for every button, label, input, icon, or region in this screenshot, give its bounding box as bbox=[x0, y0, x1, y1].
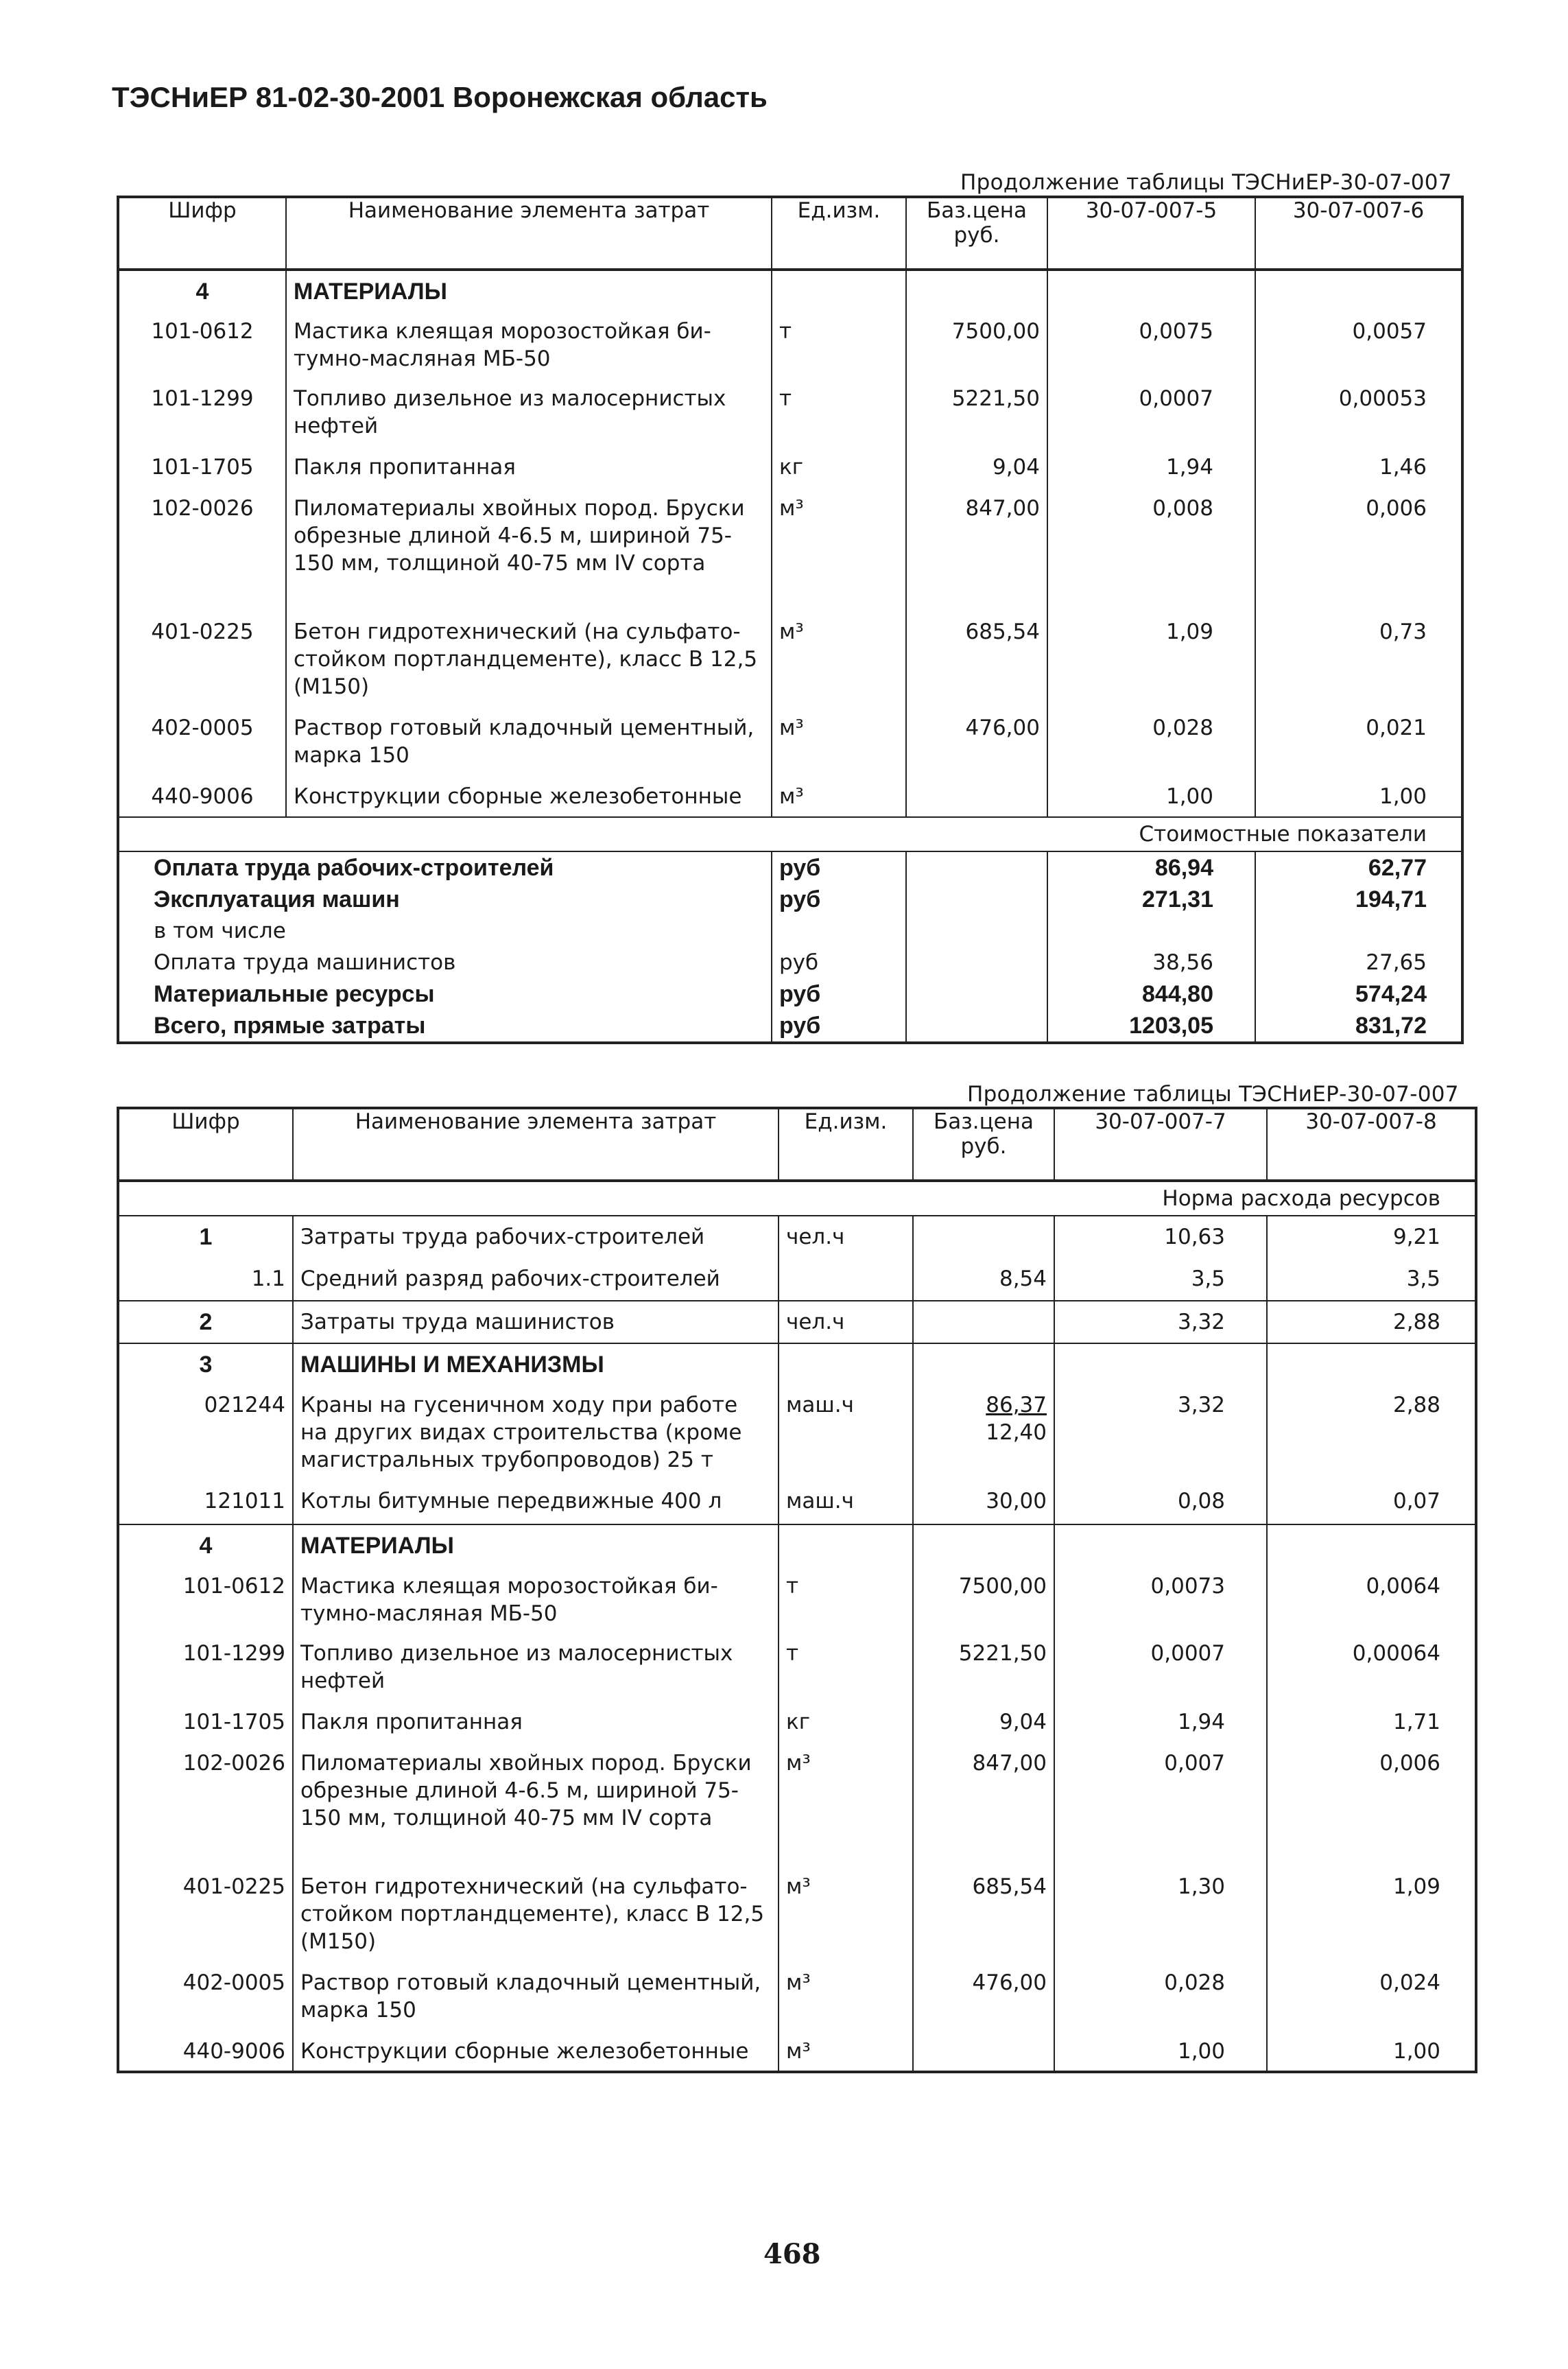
cost-label: Стоимостные показатели bbox=[118, 817, 1462, 851]
row-value-col1: 1,30 bbox=[1054, 1869, 1267, 1965]
row-value-col1: 0,0075 bbox=[1047, 314, 1255, 381]
row-value-col2: 1,00 bbox=[1267, 2034, 1476, 2072]
table2 bbox=[117, 1107, 1477, 2073]
row-value-col2: 0,021 bbox=[1255, 710, 1462, 779]
table-row bbox=[118, 1745, 1476, 1869]
table-row bbox=[118, 1568, 1476, 1636]
row-value-col2: 0,07 bbox=[1267, 1483, 1476, 1524]
summary-row bbox=[118, 915, 1462, 947]
row-price: 847,00 bbox=[906, 491, 1047, 614]
row-price bbox=[913, 1524, 1054, 1568]
row-unit: м³ bbox=[779, 1745, 913, 1869]
row-code: 102-0026 bbox=[151, 496, 254, 521]
row-price bbox=[906, 779, 1047, 817]
row-unit: т bbox=[779, 1568, 913, 1636]
row-name: МАТЕРИАЛЫ bbox=[293, 1524, 779, 1568]
summary-row bbox=[118, 851, 1462, 884]
row-name: Раствор готовый кладочный цементный, марка 150 bbox=[286, 710, 772, 779]
summary-unit: руб bbox=[772, 1010, 906, 1043]
table2-norm-label-row bbox=[118, 1181, 1476, 1216]
row-value-col2: 0,024 bbox=[1267, 1965, 1476, 2034]
row-price: 476,00 bbox=[913, 1965, 1054, 2034]
summary-name: Всего, прямые затраты bbox=[154, 1013, 426, 1039]
machine-row bbox=[118, 1387, 1476, 1483]
row-unit: м³ bbox=[772, 710, 906, 779]
table-row bbox=[118, 381, 1462, 449]
summary-value-col2 bbox=[1255, 915, 1462, 947]
row-code: 101-0612 bbox=[151, 319, 254, 344]
row-code: 101-1299 bbox=[151, 386, 254, 411]
row-code: 402-0005 bbox=[182, 1970, 285, 1995]
row-value-col1: 0,028 bbox=[1054, 1965, 1267, 2034]
row-price: 9,04 bbox=[906, 449, 1047, 491]
summary-price bbox=[906, 851, 1047, 884]
row-price: 8,54 bbox=[913, 1258, 1054, 1301]
row-value-col1: 1,94 bbox=[1047, 449, 1255, 491]
row-unit bbox=[779, 1258, 913, 1301]
summary-row bbox=[118, 947, 1462, 978]
row-name: Средний разряд рабочих-строителей bbox=[293, 1258, 779, 1301]
row-value-col2: 0,00064 bbox=[1267, 1636, 1476, 1704]
row-code: 3 bbox=[118, 1343, 293, 1387]
summary-unit: руб bbox=[772, 947, 906, 978]
row-name: МАШИНЫ И МЕХАНИЗМЫ bbox=[293, 1343, 779, 1387]
row-price: 7500,00 bbox=[913, 1568, 1054, 1636]
row-code: 4 bbox=[118, 1524, 293, 1568]
row-value-col1: 1,94 bbox=[1054, 1704, 1267, 1745]
row-price bbox=[913, 1301, 1054, 1343]
norm-label: Норма расхода ресурсов bbox=[118, 1181, 1476, 1216]
machine-row bbox=[118, 1483, 1476, 1524]
summary-unit bbox=[772, 915, 906, 947]
header-code: Шифр bbox=[118, 197, 286, 270]
summary-value-col1: 1203,05 bbox=[1047, 1010, 1255, 1043]
table1-header-row bbox=[118, 197, 1462, 270]
section-row bbox=[118, 270, 1462, 314]
row-value-col2: 3,5 bbox=[1267, 1258, 1476, 1301]
row-code: 1 bbox=[199, 1224, 213, 1250]
header-name: Наименование элемента затрат bbox=[293, 1108, 779, 1181]
row-code: 2 bbox=[118, 1301, 293, 1343]
summary-name: Материальные ресурсы bbox=[154, 981, 435, 1007]
row-name: Бетон гидротехнический (на сульфато-стойком портландцементе), класс В 12,5 (М150) bbox=[293, 1869, 779, 1965]
row-value-col1 bbox=[1054, 1524, 1267, 1568]
row-value-col2: 1,71 bbox=[1267, 1704, 1476, 1745]
row-value-col1: 3,5 bbox=[1054, 1258, 1267, 1301]
summary-value-col2: 27,65 bbox=[1255, 947, 1462, 978]
row-name: Конструкции сборные железобетонные bbox=[293, 2034, 779, 2072]
row-name: Пиломатериалы хвойных пород. Бруски обрезные длиной 4-6.5 м, шириной 75-150 мм, толщиной 40-75 мм IV сорта bbox=[286, 491, 772, 614]
row-value-col1: 0,0073 bbox=[1054, 1568, 1267, 1636]
row-code: 440-9006 bbox=[151, 784, 254, 809]
summary-price bbox=[906, 978, 1047, 1010]
row-value-col2 bbox=[1267, 1343, 1476, 1387]
row-price: 30,00 bbox=[913, 1483, 1054, 1524]
row-price bbox=[913, 1343, 1054, 1387]
row-name: Пакля пропитанная bbox=[293, 1704, 779, 1745]
row-price bbox=[913, 1387, 1054, 1483]
row-code: 101-1299 bbox=[182, 1641, 285, 1666]
table-row bbox=[118, 1704, 1476, 1745]
summary-row bbox=[118, 978, 1462, 1010]
table-row bbox=[118, 1869, 1476, 1965]
row-value-col1: 10,63 bbox=[1054, 1216, 1267, 1258]
summary-name: в том числе bbox=[154, 919, 286, 943]
row-value-col1: 0,0007 bbox=[1047, 381, 1255, 449]
table-row bbox=[118, 710, 1462, 779]
table2-header-row bbox=[118, 1108, 1476, 1181]
row-price: 685,54 bbox=[906, 614, 1047, 710]
row-unit bbox=[779, 1524, 913, 1568]
row-price bbox=[906, 270, 1047, 314]
row-unit: м³ bbox=[772, 614, 906, 710]
row-price: 7500,00 bbox=[906, 314, 1047, 381]
row-value-col1: 1,00 bbox=[1047, 779, 1255, 817]
row-name: Затраты труда машинистов bbox=[293, 1301, 779, 1343]
table-row bbox=[118, 449, 1462, 491]
row-code: 101-1705 bbox=[182, 1710, 285, 1734]
header-price: Баз.цена руб. bbox=[913, 1108, 1054, 1181]
price-secondary: 12,40 bbox=[986, 1420, 1047, 1445]
row-price: 5221,50 bbox=[913, 1636, 1054, 1704]
row-value-col2 bbox=[1267, 1524, 1476, 1568]
row-value-col1: 3,32 bbox=[1054, 1301, 1267, 1343]
row-name: Раствор готовый кладочный цементный, марка 150 bbox=[293, 1965, 779, 2034]
labor-row bbox=[118, 1216, 1476, 1258]
table-row bbox=[118, 2034, 1476, 2072]
header-price: Баз.цена руб. bbox=[906, 197, 1047, 270]
labor-row bbox=[118, 1301, 1476, 1343]
row-name: Затраты труда рабочих-строителей bbox=[293, 1216, 779, 1258]
row-price: 5221,50 bbox=[906, 381, 1047, 449]
row-unit: т bbox=[779, 1636, 913, 1704]
labor-row bbox=[118, 1258, 1476, 1301]
row-value-col2: 1,00 bbox=[1255, 779, 1462, 817]
row-code: 401-0225 bbox=[151, 620, 254, 644]
price-primary: 86,37 bbox=[986, 1393, 1047, 1417]
row-name: Краны на гусеничном ходу при работе на других видах строительства (кроме магистральных трубопроводов) 25 т bbox=[293, 1387, 779, 1483]
row-code: 402-0005 bbox=[151, 716, 254, 740]
summary-price bbox=[906, 915, 1047, 947]
row-code: 4 bbox=[195, 279, 209, 305]
row-value-col2: 0,006 bbox=[1267, 1745, 1476, 1869]
row-name: Пиломатериалы хвойных пород. Бруски обрезные длиной 4-6.5 м, шириной 75-150 мм, толщиной 40-75 мм IV сорта bbox=[293, 1745, 779, 1869]
summary-name: Эксплуатация машин bbox=[154, 886, 400, 912]
row-value-col1 bbox=[1054, 1343, 1267, 1387]
row-unit: кг bbox=[779, 1704, 913, 1745]
row-price: 847,00 bbox=[913, 1745, 1054, 1869]
row-code: 401-0225 bbox=[182, 1874, 285, 1899]
table-row bbox=[118, 614, 1462, 710]
summary-price bbox=[906, 947, 1047, 978]
header-col2: 30-07-007-8 bbox=[1267, 1108, 1476, 1181]
row-value-col2: 0,73 bbox=[1255, 614, 1462, 710]
header-name: Наименование элемента затрат bbox=[286, 197, 772, 270]
row-value-col2: 2,88 bbox=[1267, 1387, 1476, 1483]
row-code: 102-0026 bbox=[182, 1751, 285, 1776]
row-value-col1: 1,09 bbox=[1047, 614, 1255, 710]
summary-unit: руб bbox=[772, 978, 906, 1010]
row-code: 121011 bbox=[204, 1489, 285, 1513]
row-value-col2: 2,88 bbox=[1267, 1301, 1476, 1343]
row-value-col2: 0,006 bbox=[1255, 491, 1462, 614]
header-unit: Ед.изм. bbox=[772, 197, 906, 270]
summary-unit: руб bbox=[772, 884, 906, 915]
row-name: Топливо дизельное из малосернистых нефтей bbox=[286, 381, 772, 449]
row-name: Бетон гидротехнический (на сульфато-стойком портландцементе), класс В 12,5 (М150) bbox=[286, 614, 772, 710]
summary-value-col2: 194,71 bbox=[1255, 884, 1462, 915]
row-name: Конструкции сборные железобетонные bbox=[286, 779, 772, 817]
row-unit: кг bbox=[772, 449, 906, 491]
row-value-col1: 0,028 bbox=[1047, 710, 1255, 779]
header-col1: 30-07-007-7 bbox=[1054, 1108, 1267, 1181]
table1 bbox=[117, 196, 1464, 1044]
row-unit bbox=[772, 270, 906, 314]
table-row bbox=[118, 1965, 1476, 2034]
table2-continuation: Продолжение таблицы ТЭСНиЕР-30-07-007 bbox=[967, 1082, 1459, 1107]
row-code: 101-1705 bbox=[151, 455, 254, 480]
row-price bbox=[913, 2034, 1054, 2072]
row-unit: м³ bbox=[779, 2034, 913, 2072]
row-value-col2: 9,21 bbox=[1267, 1216, 1476, 1258]
summary-value-col1: 271,31 bbox=[1047, 884, 1255, 915]
row-name: МАТЕРИАЛЫ bbox=[286, 270, 772, 314]
row-name: Котлы битумные передвижные 400 л bbox=[293, 1483, 779, 1524]
summary-name: Оплата труда машинистов bbox=[154, 950, 456, 975]
row-value-col1: 0,08 bbox=[1054, 1483, 1267, 1524]
row-name: Мастика клеящая морозостойкая би-тумно-масляная МБ-50 bbox=[286, 314, 772, 381]
summary-value-col1 bbox=[1047, 915, 1255, 947]
row-value-col2: 0,0064 bbox=[1267, 1568, 1476, 1636]
summary-value-col1: 844,80 bbox=[1047, 978, 1255, 1010]
table2-body bbox=[118, 1216, 1476, 2072]
summary-value-col2: 831,72 bbox=[1255, 1010, 1462, 1043]
row-unit: маш.ч bbox=[779, 1483, 913, 1524]
summary-name: Оплата труда рабочих-строителей bbox=[154, 855, 554, 881]
row-code: 101-0612 bbox=[182, 1574, 285, 1599]
row-value-col2 bbox=[1255, 270, 1462, 314]
row-value-col1 bbox=[1047, 270, 1255, 314]
summary-row bbox=[118, 1010, 1462, 1043]
row-unit: м³ bbox=[772, 491, 906, 614]
row-unit: м³ bbox=[779, 1869, 913, 1965]
row-price bbox=[913, 1216, 1054, 1258]
table1-body bbox=[118, 270, 1462, 817]
row-name: Топливо дизельное из малосернистых нефтей bbox=[293, 1636, 779, 1704]
header-unit: Ед.изм. bbox=[779, 1108, 913, 1181]
summary-value-col1: 38,56 bbox=[1047, 947, 1255, 978]
row-value-col2: 0,0057 bbox=[1255, 314, 1462, 381]
section-row bbox=[118, 1343, 1476, 1387]
row-unit: маш.ч bbox=[779, 1387, 913, 1483]
table-row bbox=[118, 314, 1462, 381]
table1-summary bbox=[118, 851, 1462, 1043]
row-unit: м³ bbox=[772, 779, 906, 817]
row-code: 1.1 bbox=[251, 1266, 285, 1291]
row-code: 440-9006 bbox=[182, 2039, 285, 2064]
summary-unit: руб bbox=[772, 851, 906, 884]
row-price: 685,54 bbox=[913, 1869, 1054, 1965]
summary-value-col1: 86,94 bbox=[1047, 851, 1255, 884]
row-code: 021244 bbox=[204, 1393, 285, 1417]
summary-row bbox=[118, 884, 1462, 915]
page-number: 468 bbox=[763, 2238, 821, 2270]
row-unit: чел.ч bbox=[779, 1216, 913, 1258]
header-code: Шифр bbox=[118, 1108, 293, 1181]
row-unit: т bbox=[772, 314, 906, 381]
summary-price bbox=[906, 884, 1047, 915]
header-col1: 30-07-007-5 bbox=[1047, 197, 1255, 270]
document-title: ТЭСНиЕР 81-02-30-2001 Воронежская область bbox=[112, 81, 768, 113]
row-value-col1: 0,008 bbox=[1047, 491, 1255, 614]
summary-value-col2: 62,77 bbox=[1255, 851, 1462, 884]
row-unit: м³ bbox=[779, 1965, 913, 2034]
summary-price bbox=[906, 1010, 1047, 1043]
table-row bbox=[118, 779, 1462, 817]
section-row bbox=[118, 1524, 1476, 1568]
row-unit: чел.ч bbox=[779, 1301, 913, 1343]
row-value-col2: 1,46 bbox=[1255, 449, 1462, 491]
table-row bbox=[118, 491, 1462, 614]
table-row bbox=[118, 1636, 1476, 1704]
row-price: 476,00 bbox=[906, 710, 1047, 779]
row-unit: т bbox=[772, 381, 906, 449]
row-value-col1: 1,00 bbox=[1054, 2034, 1267, 2072]
row-name: Пакля пропитанная bbox=[286, 449, 772, 491]
table1-cost-label-row bbox=[118, 817, 1462, 851]
row-value-col2: 0,00053 bbox=[1255, 381, 1462, 449]
row-name: Мастика клеящая морозостойкая би-тумно-масляная МБ-50 bbox=[293, 1568, 779, 1636]
row-unit bbox=[779, 1343, 913, 1387]
row-price: 9,04 bbox=[913, 1704, 1054, 1745]
row-value-col1: 0,007 bbox=[1054, 1745, 1267, 1869]
summary-value-col2: 574,24 bbox=[1255, 978, 1462, 1010]
table1-continuation: Продолжение таблицы ТЭСНиЕР-30-07-007 bbox=[960, 170, 1452, 195]
row-value-col1: 3,32 bbox=[1054, 1387, 1267, 1483]
row-value-col1: 0,0007 bbox=[1054, 1636, 1267, 1704]
row-value-col2: 1,09 bbox=[1267, 1869, 1476, 1965]
header-col2: 30-07-007-6 bbox=[1255, 197, 1462, 270]
